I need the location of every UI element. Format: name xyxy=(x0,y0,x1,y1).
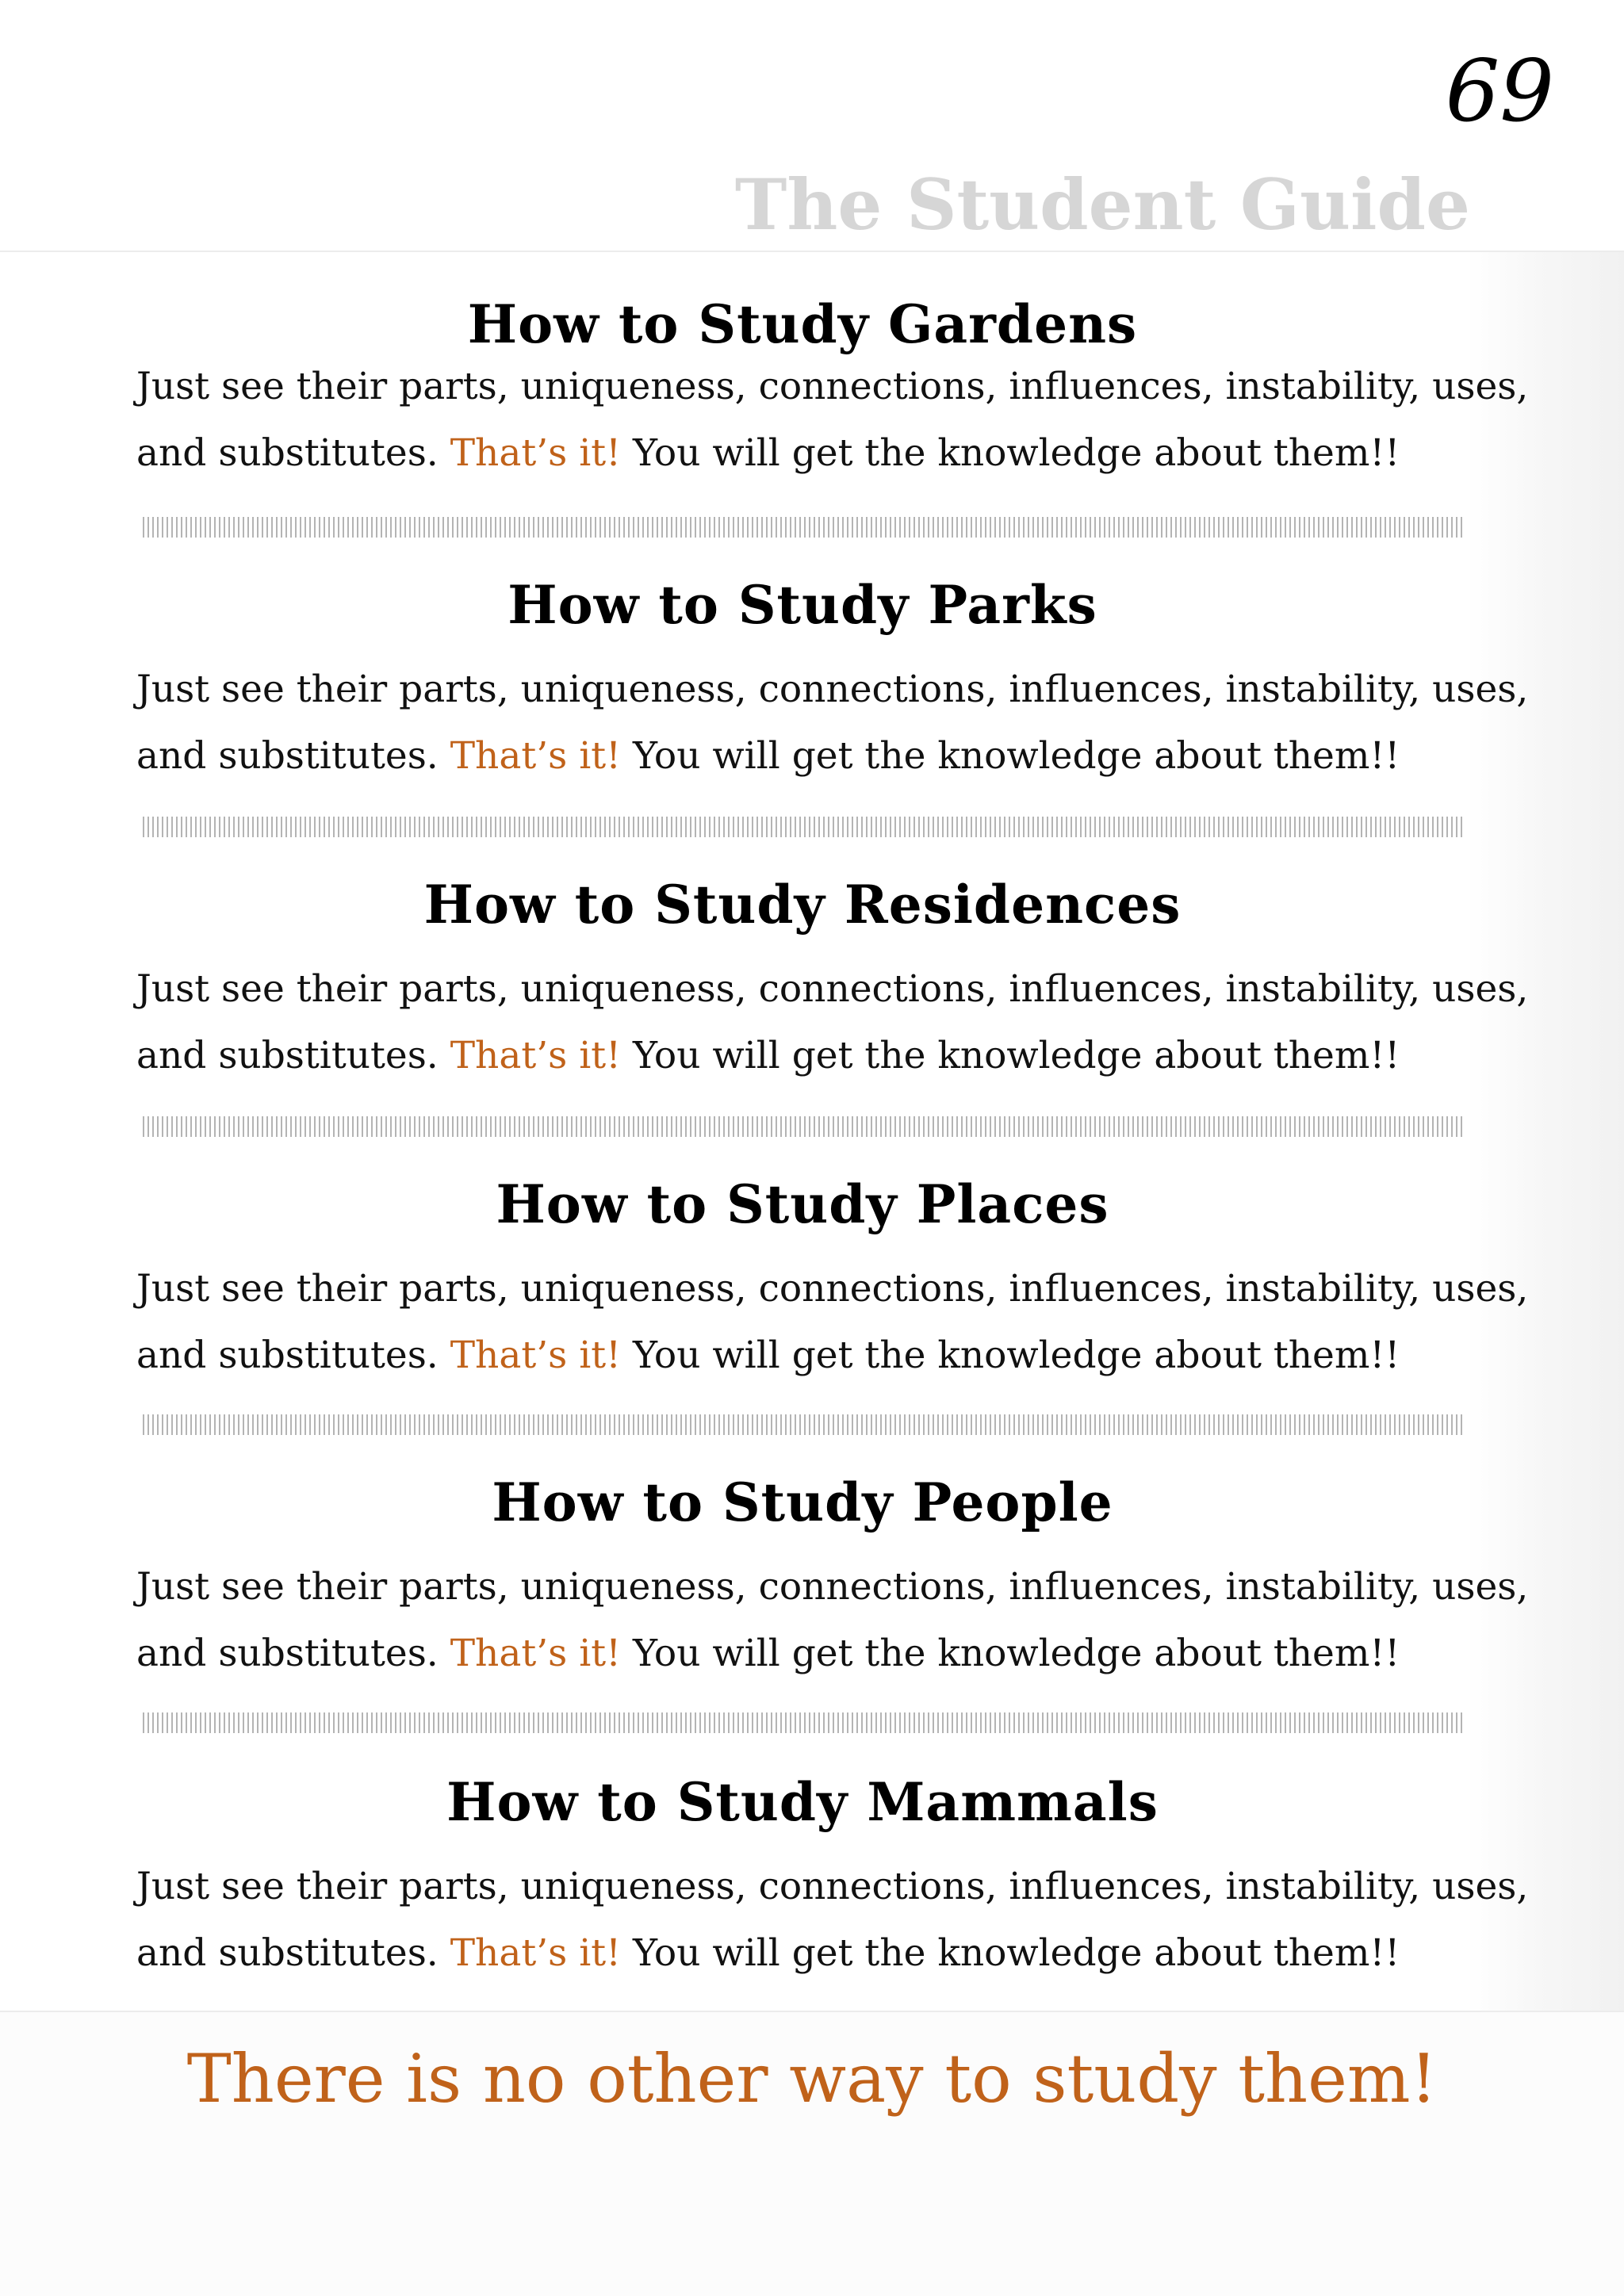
section-body xyxy=(136,956,1529,1089)
section-body xyxy=(136,656,1529,790)
section-parks xyxy=(136,574,1529,790)
section-heading: How to Study Residences xyxy=(423,874,1182,936)
body-text: and substitutes. xyxy=(136,431,450,475)
body-line xyxy=(136,1621,1469,1687)
highlight-text: That’s it! xyxy=(450,1632,622,1675)
section-residences xyxy=(136,874,1529,1089)
body-line xyxy=(136,1920,1469,1987)
body-line: Just see their parts, uniqueness, connections, influences, instability, uses, xyxy=(136,1267,1529,1311)
running-title: The Student Guide xyxy=(734,163,1470,246)
section-heading: How to Study Mammals xyxy=(446,1771,1159,1833)
highlight-text: That’s it! xyxy=(450,431,622,475)
section-people xyxy=(136,1471,1529,1687)
body-text: and substitutes. xyxy=(136,1931,450,1975)
section-gardens xyxy=(136,293,1529,487)
section-heading: How to Study Gardens xyxy=(467,293,1138,355)
section-divider xyxy=(143,517,1464,538)
section-body xyxy=(136,354,1529,487)
highlight-text: That’s it! xyxy=(450,1334,622,1377)
body-line xyxy=(136,1023,1469,1089)
highlight-text: That’s it! xyxy=(450,1034,622,1077)
section-body xyxy=(136,1256,1529,1389)
highlight-text: That’s it! xyxy=(450,734,622,778)
section-mammals xyxy=(136,1771,1529,1987)
section-heading: How to Study Places xyxy=(496,1173,1109,1235)
body-line: Just see their parts, uniqueness, connections, influences, instability, uses, xyxy=(136,1565,1529,1609)
body-line: Just see their parts, uniqueness, connections, influences, instability, uses, xyxy=(136,967,1529,1011)
section-body xyxy=(136,1854,1529,1987)
section-divider xyxy=(143,1116,1464,1137)
body-text: You will get the knowledge about them!! xyxy=(621,1931,1400,1975)
body-text: You will get the knowledge about them!! xyxy=(621,1334,1400,1377)
page-number: 69 xyxy=(1445,42,1554,141)
body-line xyxy=(136,723,1469,790)
body-line: Just see their parts, uniqueness, connections, influences, instability, uses, xyxy=(136,365,1529,408)
section-heading: How to Study Parks xyxy=(508,574,1097,636)
body-text: and substitutes. xyxy=(136,734,450,778)
body-text: and substitutes. xyxy=(136,1632,450,1675)
body-line xyxy=(136,1322,1469,1389)
body-text: You will get the knowledge about them!! xyxy=(621,734,1400,778)
section-places xyxy=(136,1173,1529,1389)
body-text: You will get the knowledge about them!! xyxy=(621,1632,1400,1675)
section-divider xyxy=(143,1712,1464,1733)
section-heading: How to Study People xyxy=(492,1471,1113,1533)
body-line xyxy=(136,420,1469,487)
section-divider xyxy=(143,817,1464,837)
body-text: You will get the knowledge about them!! xyxy=(621,431,1400,475)
body-text: and substitutes. xyxy=(136,1034,450,1077)
body-text: You will get the knowledge about them!! xyxy=(621,1034,1400,1077)
closing-statement: There is no other way to study them! xyxy=(186,2040,1438,2118)
highlight-text: That’s it! xyxy=(450,1931,622,1975)
section-divider xyxy=(143,1414,1464,1435)
body-text: and substitutes. xyxy=(136,1334,450,1377)
section-body xyxy=(136,1554,1529,1687)
body-line: Just see their parts, uniqueness, connections, influences, instability, uses, xyxy=(136,668,1529,711)
body-line: Just see their parts, uniqueness, connections, influences, instability, uses, xyxy=(136,1865,1529,1908)
